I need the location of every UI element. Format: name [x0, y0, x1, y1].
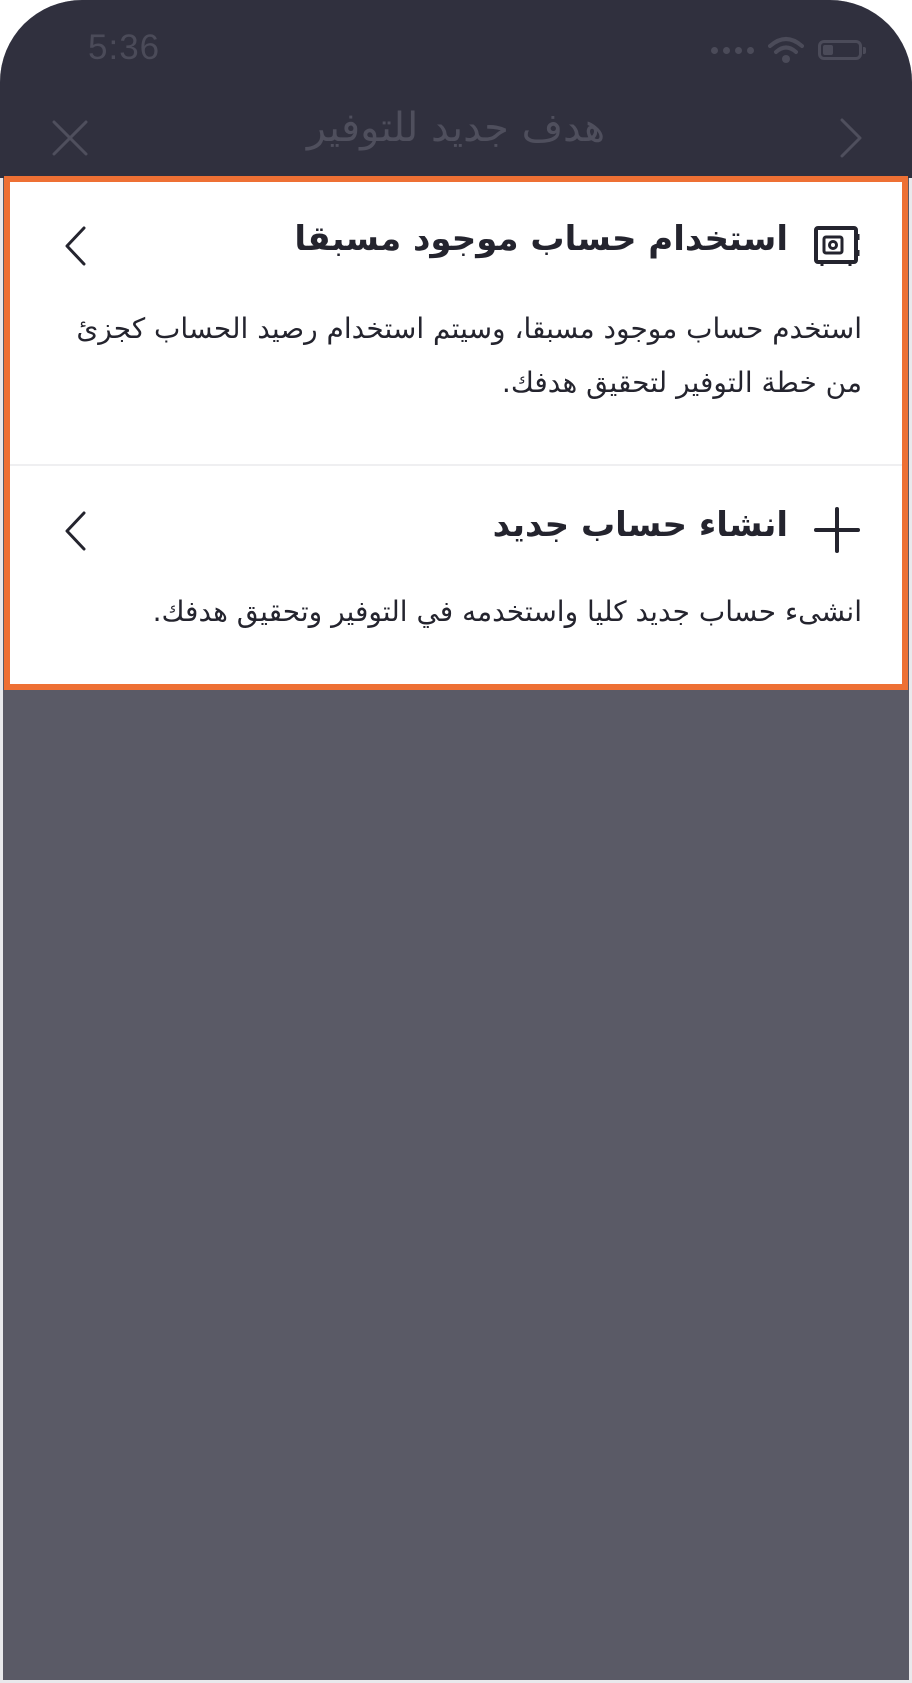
status-indicators [711, 36, 862, 64]
option-title: استخدام حساب موجود مسبقا [294, 219, 788, 259]
plus-icon [812, 505, 862, 555]
chevron-left-icon [62, 509, 90, 553]
option-existing-account[interactable] [10, 182, 902, 464]
chevron-left-icon [62, 224, 90, 268]
background-overlay[interactable] [0, 690, 912, 1683]
battery-icon [818, 40, 862, 60]
safe-icon [812, 220, 862, 270]
option-description: انشىء حساب جديد كليا واستخدمه في التوفير وتحقيق هدفك. [152, 595, 862, 628]
page-title: هدف جديد للتوفير [306, 105, 606, 151]
signal-icon [711, 47, 754, 54]
wifi-icon [768, 36, 804, 64]
status-time: 5:36 [88, 28, 161, 67]
account-options-sheet [4, 176, 908, 690]
option-title: انشاء حساب جديد [492, 505, 788, 545]
option-new-account[interactable] [10, 465, 902, 690]
option-description: استخدم حساب موجود مسبقا، وسيتم استخدام رصيد الحساب كجزئ من خطة التوفير لتحقيق هدفك. [76, 312, 862, 399]
chevron-right-icon[interactable] [836, 116, 866, 160]
top-bar [0, 0, 912, 178]
